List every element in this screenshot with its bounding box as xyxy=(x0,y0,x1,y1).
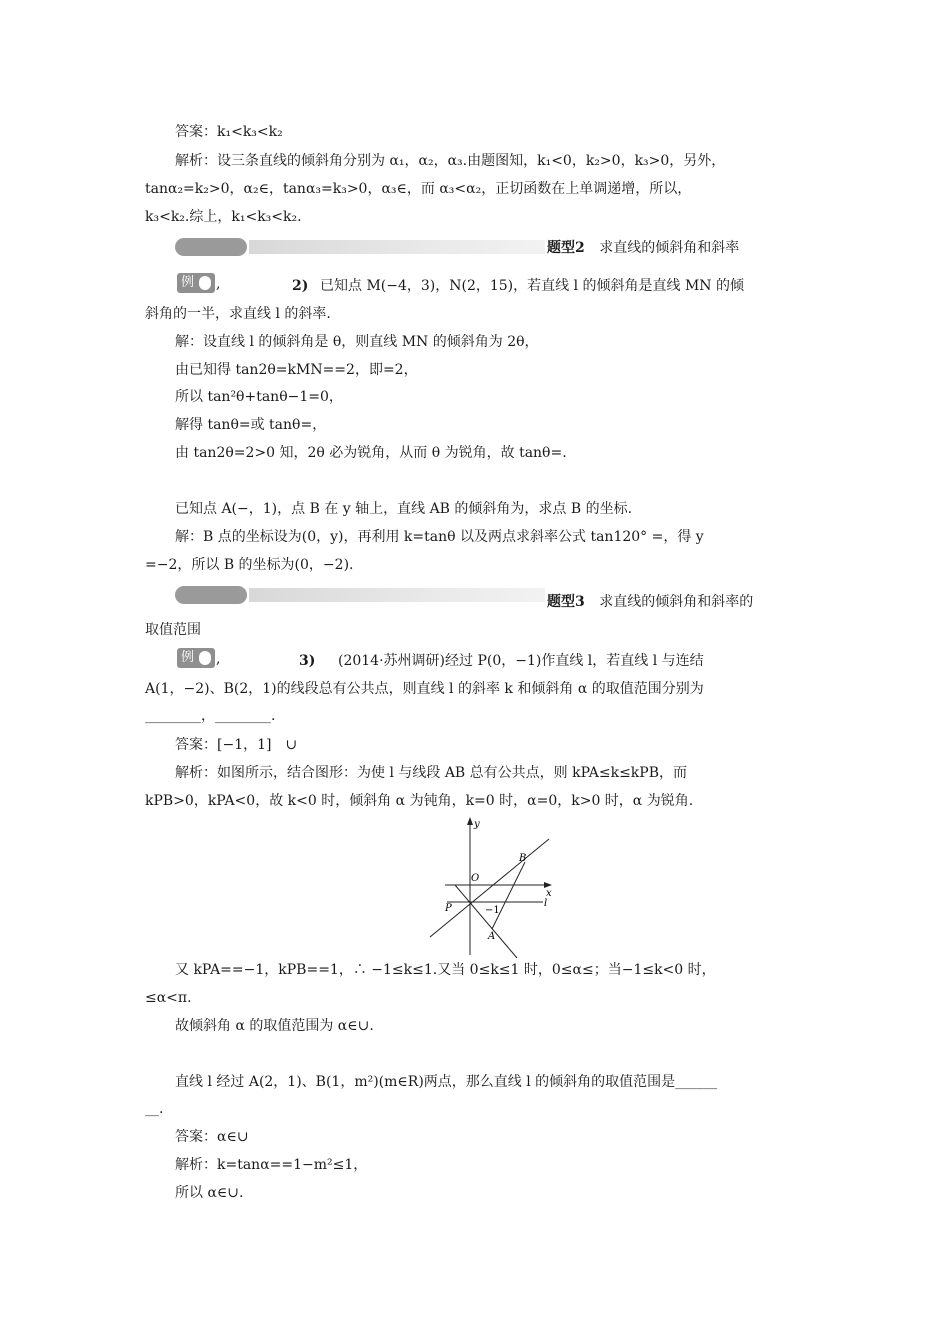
coordinate-figure xyxy=(425,815,560,960)
label-p: P xyxy=(445,903,452,914)
answer-line: 答案：[−1，1] ∪ xyxy=(175,737,298,753)
label-b: B xyxy=(519,853,527,864)
label-l: l xyxy=(544,898,548,909)
analysis-line: 又 kPA==−1，kPB==1，∴ −1≤k≤1.又当 0≤k≤1 时，0≤α≤；当−1≤k<0 时， xyxy=(175,962,716,978)
label-neg1: −1 xyxy=(485,905,500,916)
answer-line: 答案：k₁<k₃<k₂ xyxy=(175,124,283,140)
section-pill xyxy=(175,238,247,256)
solution-line: 解：设直线 l 的倾斜角是 θ，则直线 MN 的倾斜角为 2θ， xyxy=(175,334,539,350)
analysis-line: 解析：k=tanα==1−m²≤1， xyxy=(175,1157,368,1173)
label-a: A xyxy=(488,931,496,942)
section-bar-fade xyxy=(249,240,545,254)
solution-line: 所以 tan²θ+tanθ−1=0， xyxy=(175,389,343,405)
comma: , xyxy=(216,276,221,292)
section-bar-fade xyxy=(249,588,545,602)
section-title xyxy=(547,238,739,258)
analysis-line: 解析：设三条直线的倾斜角分别为 α₁，α₂，α₃.由题图知，k₁<0，k₂>0，k₃>0，另外， xyxy=(175,153,726,169)
label-x: x xyxy=(546,888,552,899)
section-label: 题型3 xyxy=(547,594,585,610)
section-pill xyxy=(175,586,247,604)
analysis-line: tanα₂=k₂>0，α₂∈，tanα₃=k₃>0，α₃∈，而 α₃<α₂，正切函数在上单调递增，所以， xyxy=(145,181,692,197)
conclusion-line: 所以 α∈∪. xyxy=(175,1185,244,1201)
section-title-continued: 取值范围 xyxy=(145,622,201,638)
analysis-line: ≤α<π. xyxy=(145,990,192,1006)
practice-question: 直线 l 经过 A(2，1)、B(1，m²)(m∈R)两点，那么直线 l 的倾斜角的取值范围是______ xyxy=(175,1074,718,1090)
section-header-bar xyxy=(175,584,545,606)
question-line: 已知点 M(−4，3)，N(2，15)，若直线 l 的倾斜角是直线 MN 的倾 xyxy=(320,278,745,294)
solution-line: =−2，所以 B 的坐标为(0，−2). xyxy=(145,557,354,573)
question-line: (2014·苏州调研)经过 P(0，−1)作直线 l，若直线 l 与连结 xyxy=(338,653,704,669)
example-number: 2) xyxy=(292,278,309,294)
solution-line: 解：B 点的坐标设为(0，y)，再利用 k=tanθ 以及两点求斜率公式 tan120° =，得 y xyxy=(175,529,704,545)
section-title-text: 求直线的倾斜角和斜率的 xyxy=(599,594,754,610)
answer-line: 答案：α∈∪ xyxy=(175,1129,249,1145)
solution-line: 由已知得 tan2θ=kMN==2，即=2， xyxy=(175,362,418,378)
analysis-line: k₃<k₂.综上，k₁<k₃<k₂. xyxy=(145,209,302,225)
practice-question: __. xyxy=(145,1101,164,1117)
label-y: y xyxy=(474,819,480,830)
comma: , xyxy=(216,651,221,667)
analysis-line: 解析：如图所示，结合图形：为使 l 与线段 AB 总有公共点，则 kPA≤k≤kPB，而 xyxy=(175,765,687,781)
label-o: O xyxy=(471,873,480,884)
example-badge: 例 xyxy=(177,648,215,668)
section-label: 题型2 xyxy=(547,240,585,256)
example-number: 3) xyxy=(299,653,316,669)
section-title xyxy=(547,592,753,612)
practice-question: 已知点 A(−，1)，点 B 在 y 轴上，直线 AB 的倾斜角为，求点 B 的坐标. xyxy=(175,501,633,517)
analysis-line: kPB>0，kPA<0，故 k<0 时，倾斜角 α 为钝角，k=0 时，α=0，k>0 时，α 为锐角. xyxy=(145,793,694,809)
question-blanks: ________，________. xyxy=(145,708,276,724)
section-title-text: 求直线的倾斜角和斜率 xyxy=(599,240,740,256)
question-line: A(1，−2)、B(2，1)的线段总有公共点，则直线 l 的斜率 k 和倾斜角 α 的取值范围分别为 xyxy=(145,681,704,697)
example-badge: 例 xyxy=(177,273,215,293)
solution-line: 由 tan2θ=2>0 知，2θ 必为锐角，从而 θ 为锐角，故 tanθ=. xyxy=(175,445,567,461)
section-header-bar xyxy=(175,236,545,258)
question-line: 斜角的一半，求直线 l 的斜率. xyxy=(145,306,331,322)
analysis-line: 故倾斜角 α 的取值范围为 α∈∪. xyxy=(175,1018,374,1034)
example-number-circle xyxy=(199,276,211,290)
solution-line: 解得 tanθ=或 tanθ=， xyxy=(175,417,327,433)
example-number-circle xyxy=(199,651,211,665)
